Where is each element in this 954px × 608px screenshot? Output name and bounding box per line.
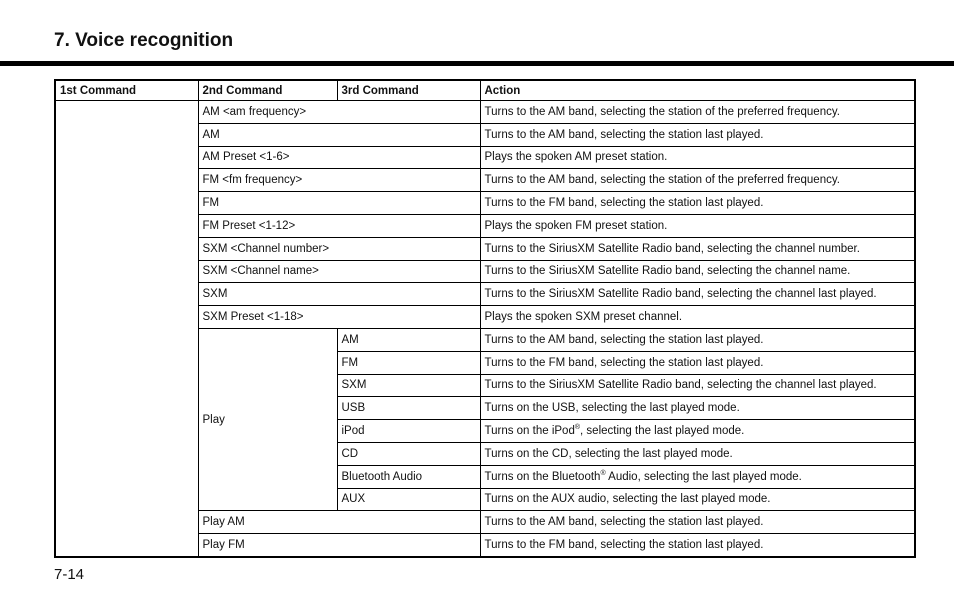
- action-text: Audio, selecting the last played mode.: [605, 470, 802, 483]
- play-command-cell: Play: [198, 328, 337, 510]
- third-command-cell: USB: [337, 397, 480, 420]
- action-text: Turns on the Bluetooth: [484, 470, 601, 483]
- action-cell: Turns to the FM band, selecting the station last played.: [480, 534, 915, 557]
- table-header-row: [55, 80, 915, 101]
- third-command-cell: FM: [337, 351, 480, 374]
- second-command-cell: AM <am frequency>: [198, 101, 480, 124]
- action-cell: Turns to the SiriusXM Satellite Radio band, selecting the channel number.: [480, 237, 915, 260]
- action-cell: Plays the spoken SXM preset channel.: [480, 306, 915, 329]
- action-cell: Turns to the SiriusXM Satellite Radio band, selecting the channel name.: [480, 260, 915, 283]
- registered-mark: ®: [574, 424, 581, 432]
- action-cell: Turns to the AM band, selecting the station last played.: [480, 511, 915, 534]
- second-command-cell: FM Preset <1-12>: [198, 214, 480, 237]
- second-command-cell: SXM: [198, 283, 480, 306]
- page-number: 7-14: [54, 566, 85, 583]
- second-command-cell: SXM <Channel name>: [198, 260, 480, 283]
- action-cell: Plays the spoken AM preset station.: [480, 146, 915, 169]
- action-cell: Turns to the FM band, selecting the station last played.: [480, 351, 915, 374]
- action-cell: [480, 420, 915, 443]
- second-command-cell: FM: [198, 192, 480, 215]
- voice-command-table: [54, 79, 916, 558]
- action-text: , selecting the last played mode.: [580, 425, 745, 438]
- action-cell: Turns to the SiriusXM Satellite Radio band, selecting the channel last played.: [480, 374, 915, 397]
- column-header: 1st Command: [55, 80, 198, 101]
- third-command-cell: AUX: [337, 488, 480, 511]
- action-cell: Turns to the AM band, selecting the station of the preferred frequency.: [480, 101, 915, 124]
- action-cell: Turns on the AUX audio, selecting the last played mode.: [480, 488, 915, 511]
- second-command-cell: SXM <Channel number>: [198, 237, 480, 260]
- third-command-cell: CD: [337, 442, 480, 465]
- column-header: Action: [480, 80, 915, 101]
- action-cell: Turns to the AM band, selecting the station of the preferred frequency.: [480, 169, 915, 192]
- table-row: [55, 101, 915, 124]
- action-cell: [480, 465, 915, 488]
- first-command-cell: [55, 101, 198, 557]
- header-rule: [0, 61, 954, 66]
- third-command-cell: AM: [337, 328, 480, 351]
- action-cell: Plays the spoken FM preset station.: [480, 214, 915, 237]
- third-command-cell: iPod: [337, 420, 480, 443]
- second-command-cell: Play FM: [198, 534, 480, 557]
- action-cell: Turns on the CD, selecting the last played mode.: [480, 442, 915, 465]
- second-command-cell: AM: [198, 123, 480, 146]
- page-title: 7. Voice recognition: [54, 30, 234, 51]
- column-header: 3rd Command: [337, 80, 480, 101]
- action-text: Turns on the iPod: [484, 425, 575, 438]
- action-cell: Turns to the SiriusXM Satellite Radio band, selecting the channel last played.: [480, 283, 915, 306]
- second-command-cell: AM Preset <1-6>: [198, 146, 480, 169]
- action-cell: Turns to the FM band, selecting the station last played.: [480, 192, 915, 215]
- third-command-cell: SXM: [337, 374, 480, 397]
- third-command-cell: Bluetooth Audio: [337, 465, 480, 488]
- column-header: 2nd Command: [198, 80, 337, 101]
- registered-mark: ®: [600, 469, 606, 477]
- second-command-cell: FM <fm frequency>: [198, 169, 480, 192]
- action-cell: Turns to the AM band, selecting the station last played.: [480, 123, 915, 146]
- second-command-cell: Play AM: [198, 511, 480, 534]
- second-command-cell: SXM Preset <1-18>: [198, 306, 480, 329]
- action-cell: Turns on the USB, selecting the last played mode.: [480, 397, 915, 420]
- action-cell: Turns to the AM band, selecting the station last played.: [480, 328, 915, 351]
